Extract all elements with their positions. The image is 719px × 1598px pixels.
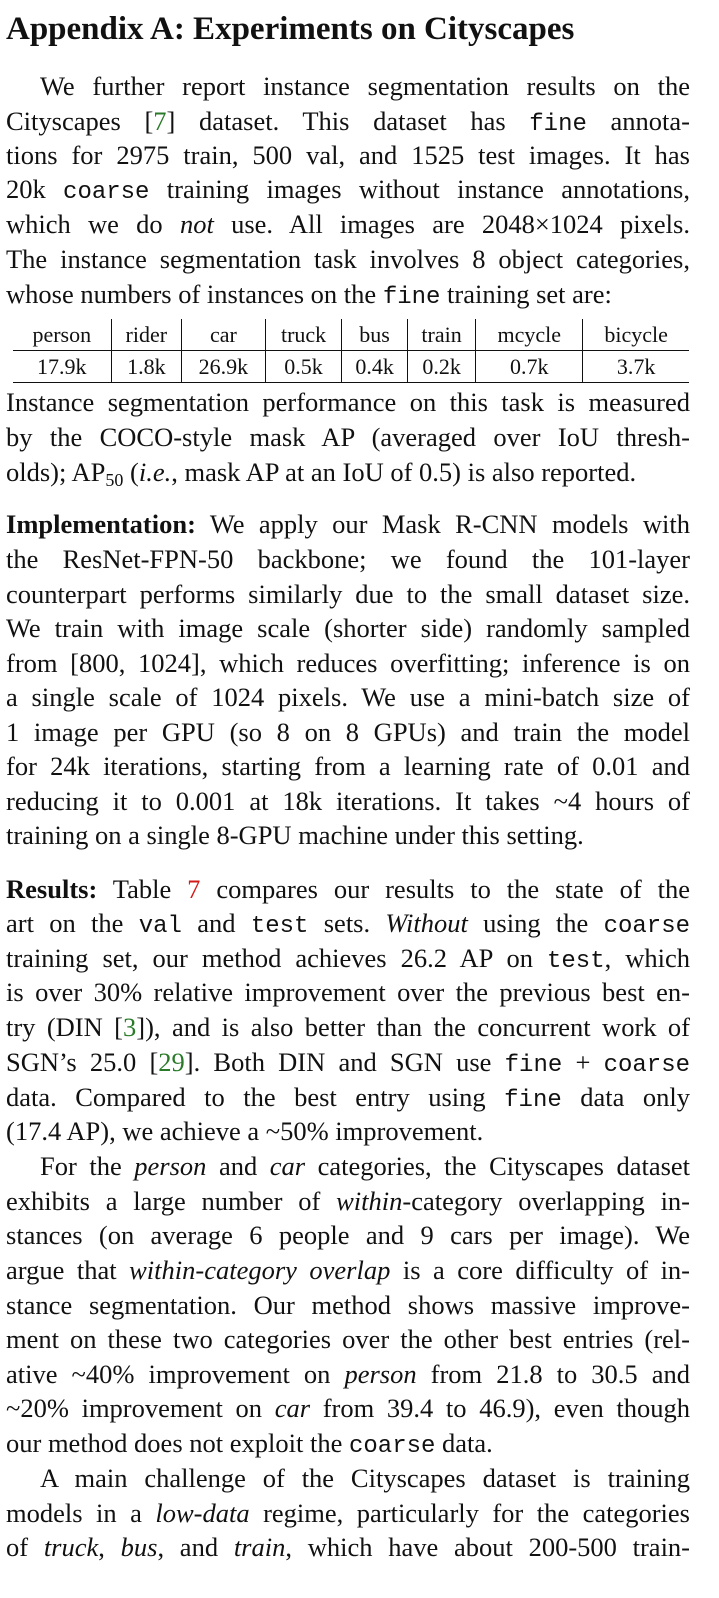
table-header-cell: car	[182, 319, 266, 351]
table-cell: 0.7k	[476, 351, 583, 383]
text-line: SGN’s 25.0 [29]. Both DIN and SGN use fine + coarse	[6, 1047, 691, 1079]
table-header-cell: train	[407, 319, 476, 351]
text-line: by the COCO-style mask AP (averaged over IoU thresh-	[6, 422, 690, 452]
text-line: Cityscapes [7] dataset. This dataset has fine annota-	[6, 106, 690, 138]
text-line: A main challenge of the Cityscapes dataset is training	[40, 1463, 690, 1493]
table-cell: 0.2k	[407, 351, 476, 383]
text-line: (17.4 AP), we achieve a ~50% improvement.	[6, 1116, 484, 1146]
table-header-cell: bus	[342, 319, 407, 351]
table-cell: 17.9k	[13, 351, 111, 383]
text-line: a single scale of 1024 pixels. We use a mini-batch size of	[6, 682, 690, 712]
text-line: ment on these two categories over the other best entries (rel-	[6, 1324, 690, 1354]
paragraph-heading: Implementation:	[6, 509, 196, 539]
text-line: We train with image scale (shorter side) randomly sampled	[6, 613, 690, 643]
text-line: Instance segmentation performance on this task is measured	[6, 387, 690, 417]
text-line: Results: Table 7 compares our results to the state of the	[6, 874, 691, 904]
table-header-cell: rider	[111, 319, 182, 351]
text-line: from [800, 1024], which reduces overfitting; inference is on	[6, 648, 690, 678]
text-line: olds); $AP_{50}$ (i.e., mask AP at an IoU of 0.5) is also reported.	[6, 457, 637, 490]
table-cell: 1.8k	[111, 351, 182, 383]
text-line: Implementation: We apply our Mask R-CNN models with	[6, 509, 690, 539]
text-line: models in a low-data regime, particularly for the categories	[6, 1498, 690, 1528]
text-line: training on a single 8-GPU machine under this setting.	[6, 820, 584, 850]
citation-link[interactable]: 3	[123, 1012, 137, 1042]
table-header-cell: truck	[265, 319, 342, 351]
table-header-row	[13, 319, 689, 351]
text-line: counterpart performs similarly due to the small dataset size.	[6, 579, 690, 609]
text-line: data. Compared to the best entry using fine data only	[6, 1082, 691, 1114]
text-line: try (DIN [3]), and is also better than the concurrent work of	[6, 1012, 691, 1042]
text-line: art on the val and test sets. Without using the coarse	[6, 908, 691, 940]
table-cell: 26.9k	[182, 351, 266, 383]
category-count-table	[13, 319, 689, 383]
text-line: stance segmentation. Our method shows massive improve-	[6, 1290, 690, 1320]
table-row	[13, 351, 689, 383]
text-line: which we do not use. All images are 2048×1024 pixels.	[6, 209, 690, 239]
text-line: the ResNet-FPN-50 backbone; we found the 101-layer	[6, 544, 690, 574]
table-header-cell: person	[13, 319, 111, 351]
table-cell: 0.5k	[265, 351, 342, 383]
section-title: Appendix A: Experiments on Cityscapes	[6, 11, 575, 47]
text-line: 20k coarse training images without instance annotations,	[6, 174, 690, 206]
text-line: whose numbers of instances on the fine training set are:	[6, 279, 612, 311]
text-line: tions for 2975 train, 500 val, and 1525 test images. It has	[6, 140, 690, 170]
text-line: training set, our method achieves 26.2 AP on test, which	[6, 943, 690, 975]
citation-link[interactable]: 7	[153, 106, 167, 136]
text-line: 1 image per GPU (so 8 on 8 GPUs) and train the model	[6, 717, 690, 747]
paragraph-heading: Results:	[6, 874, 98, 904]
citation-link[interactable]: 29	[158, 1047, 185, 1077]
text-line: ~20% improvement on car from 39.4 to 46.9), even though	[6, 1393, 690, 1423]
table-cell: 3.7k	[583, 351, 689, 383]
text-line: our method does not exploit the coarse data.	[6, 1428, 493, 1460]
text-line: is over 30% relative improvement over the previous best en-	[6, 977, 690, 1007]
text-line: for 24k iterations, starting from a learning rate of 0.01 and	[6, 751, 690, 781]
text-line: stances (on average 6 people and 9 cars per image). We	[6, 1220, 690, 1250]
table-header-cell: mcycle	[476, 319, 583, 351]
table-link[interactable]: 7	[187, 874, 201, 904]
text-line: For the person and car categories, the Cityscapes dataset	[40, 1151, 691, 1181]
table-header-cell: bicycle	[583, 319, 689, 351]
text-line: argue that within-category overlap is a core difficulty of in-	[6, 1255, 691, 1285]
text-line: reducing it to 0.001 at 18k iterations. It takes ~4 hours of	[6, 786, 690, 816]
table-cell: 0.4k	[342, 351, 407, 383]
text-line: of truck, bus, and train, which have about 200-500 train-	[6, 1532, 691, 1562]
text-line: exhibits a large number of within-category overlapping in-	[6, 1186, 691, 1216]
text-line: The instance segmentation task involves 8 object categories,	[6, 244, 690, 274]
text-line: ative ~40% improvement on person from 21.8 to 30.5 and	[6, 1359, 690, 1389]
text-line: We further report instance segmentation results on the	[40, 71, 690, 101]
